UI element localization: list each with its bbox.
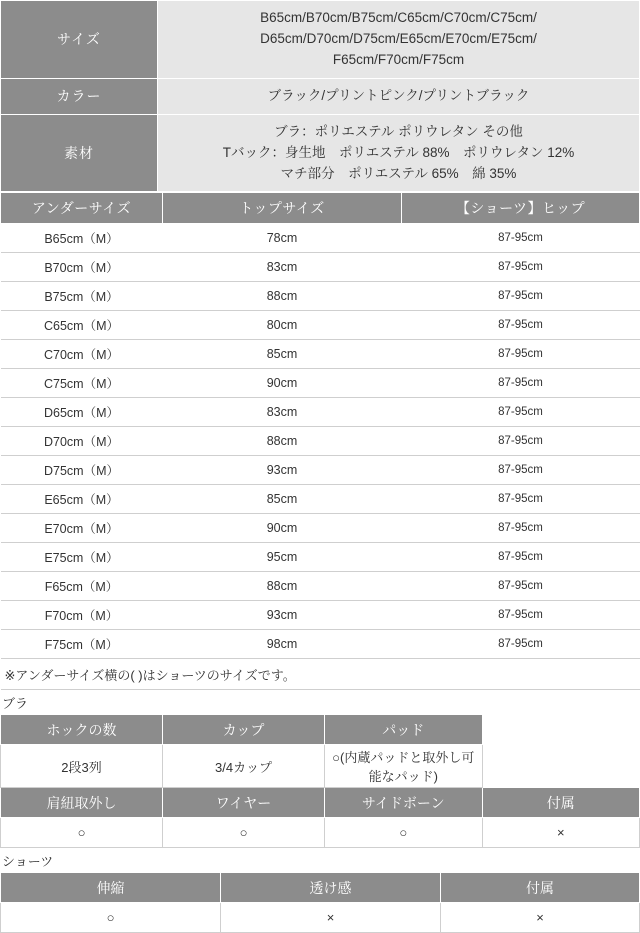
size-cell-hip: 87-95cm <box>402 253 640 282</box>
bra-value-sidebone: ○ <box>325 818 483 848</box>
spec-row-color <box>1 78 640 114</box>
size-cell-under: C70cm（M） <box>1 340 163 369</box>
size-cell-hip: 87-95cm <box>402 340 640 369</box>
size-header-top: トップサイズ <box>163 193 402 224</box>
bra-value-hooks: 2段3列 <box>1 745 163 788</box>
size-cell-top: 88cm <box>163 427 402 456</box>
size-cell-top: 88cm <box>163 282 402 311</box>
size-cell-hip: 87-95cm <box>402 398 640 427</box>
size-cell-top: 95cm <box>163 543 402 572</box>
size-cell-top: 80cm <box>163 311 402 340</box>
size-cell-hip: 87-95cm <box>402 369 640 398</box>
size-cell-hip: 87-95cm <box>402 514 640 543</box>
shorts-section-caption: ショーツ <box>0 848 640 872</box>
spec-table <box>0 0 640 192</box>
size-table <box>0 192 640 690</box>
size-cell-hip: 87-95cm <box>402 224 640 253</box>
table-row <box>1 427 640 456</box>
size-cell-top: 83cm <box>163 398 402 427</box>
shorts-value-accessory: × <box>441 903 640 933</box>
shorts-header-row <box>1 873 640 903</box>
size-cell-hip: 87-95cm <box>402 485 640 514</box>
size-cell-under: D70cm（M） <box>1 427 163 456</box>
bra-value-strap: ○ <box>1 818 163 848</box>
bra-header-hooks: ホックの数 <box>1 715 163 745</box>
size-header-under: アンダーサイズ <box>1 193 163 224</box>
size-cell-hip: 87-95cm <box>402 311 640 340</box>
bra-header-strap: 肩紐取外し <box>1 788 163 818</box>
table-row <box>1 224 640 253</box>
spec-row-size <box>1 1 640 79</box>
size-cell-under: E70cm（M） <box>1 514 163 543</box>
size-cell-under: F75cm（M） <box>1 630 163 659</box>
shorts-header-stretch: 伸縮 <box>1 873 221 903</box>
size-cell-under: B65cm（M） <box>1 224 163 253</box>
bra-feature-table <box>0 714 640 848</box>
size-cell-hip: 87-95cm <box>402 543 640 572</box>
size-cell-hip: 87-95cm <box>402 572 640 601</box>
shorts-value-stretch: ○ <box>1 903 221 933</box>
size-cell-hip: 87-95cm <box>402 456 640 485</box>
size-cell-top: 88cm <box>163 572 402 601</box>
size-cell-under: D65cm（M） <box>1 398 163 427</box>
bra-header-sidebone: サイドボーン <box>325 788 483 818</box>
size-cell-under: C65cm（M） <box>1 311 163 340</box>
size-cell-top: 90cm <box>163 369 402 398</box>
table-row <box>1 485 640 514</box>
shorts-header-accessory: 付属 <box>441 873 640 903</box>
shorts-feature-table <box>0 872 640 933</box>
size-cell-under: F70cm（M） <box>1 601 163 630</box>
table-row <box>1 282 640 311</box>
size-cell-top: 83cm <box>163 253 402 282</box>
table-row <box>1 311 640 340</box>
spec-value-color: ブラック/プリントピンク/プリントブラック <box>158 78 640 114</box>
size-cell-top: 85cm <box>163 340 402 369</box>
size-note-row <box>1 659 640 690</box>
size-note: ※アンダーサイズ横の( )はショーツのサイズです。 <box>1 659 640 690</box>
table-row <box>1 543 640 572</box>
size-cell-top: 98cm <box>163 630 402 659</box>
bra-header-row-1 <box>1 715 640 745</box>
bra-value-wire: ○ <box>163 818 325 848</box>
size-cell-top: 85cm <box>163 485 402 514</box>
table-row <box>1 456 640 485</box>
size-cell-under: B70cm（M） <box>1 253 163 282</box>
table-row <box>1 601 640 630</box>
size-cell-hip: 87-95cm <box>402 282 640 311</box>
size-cell-under: C75cm（M） <box>1 369 163 398</box>
size-cell-under: D75cm（M） <box>1 456 163 485</box>
table-row <box>1 340 640 369</box>
size-cell-top: 78cm <box>163 224 402 253</box>
spec-label-material: 素材 <box>1 114 158 192</box>
spec-value-size: B65cm/B70cm/B75cm/C65cm/C70cm/C75cm/ D65cm/D70cm/D75cm/E65cm/E70cm/E75cm/ F65cm/F70cm/F75cm <box>158 1 640 79</box>
spec-row-material <box>1 114 640 192</box>
size-table-header-row <box>1 193 640 224</box>
shorts-value-row <box>1 903 640 933</box>
bra-section-caption: ブラ <box>0 690 640 714</box>
bra-header-accessory: 付属 <box>482 788 640 818</box>
bra-header-wire: ワイヤー <box>163 788 325 818</box>
bra-header-pad: パッド <box>325 715 483 745</box>
size-header-hip: 【ショーツ】ヒップ <box>402 193 640 224</box>
table-row <box>1 514 640 543</box>
spec-value-material: ブラ：ポリエステル ポリウレタン その他 Tバック：身生地 ポリエステル 88% ポリウレタン 12% マチ部分 ポリエステル 65% 綿 35% <box>158 114 640 192</box>
shorts-header-sheer: 透け感 <box>221 873 441 903</box>
size-cell-hip: 87-95cm <box>402 601 640 630</box>
shorts-value-sheer: × <box>221 903 441 933</box>
size-cell-hip: 87-95cm <box>402 427 640 456</box>
size-cell-under: F65cm（M） <box>1 572 163 601</box>
bra-value-pad: ○(内蔵パッドと取外し可能なパッド) <box>325 745 483 788</box>
bra-value-row-2 <box>1 818 640 848</box>
size-cell-under: E75cm（M） <box>1 543 163 572</box>
bra-value-cup: 3/4カップ <box>163 745 325 788</box>
bra-value-accessory: × <box>482 818 640 848</box>
size-cell-top: 90cm <box>163 514 402 543</box>
size-cell-under: E65cm（M） <box>1 485 163 514</box>
size-cell-top: 93cm <box>163 601 402 630</box>
table-row <box>1 630 640 659</box>
spec-label-size: サイズ <box>1 1 158 79</box>
spec-label-color: カラー <box>1 78 158 114</box>
table-row <box>1 369 640 398</box>
size-cell-hip: 87-95cm <box>402 630 640 659</box>
size-cell-under: B75cm（M） <box>1 282 163 311</box>
table-row <box>1 398 640 427</box>
bra-header-row-2 <box>1 788 640 818</box>
bra-header-cup: カップ <box>163 715 325 745</box>
table-row <box>1 253 640 282</box>
bra-value-row-1 <box>1 745 640 788</box>
size-cell-top: 93cm <box>163 456 402 485</box>
table-row <box>1 572 640 601</box>
